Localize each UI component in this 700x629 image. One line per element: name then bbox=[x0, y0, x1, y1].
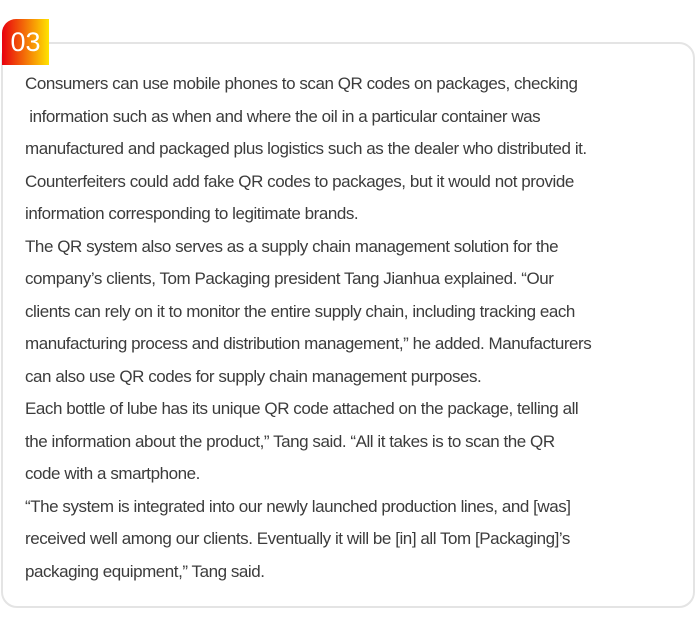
paragraph-line: clients can rely on it to monitor the entire supply chain, including tracking each bbox=[25, 301, 575, 321]
paragraph-line: packaging equipment,” Tang said. bbox=[25, 561, 265, 581]
number-badge bbox=[2, 19, 49, 65]
paragraph-line: The QR system also serves as a supply chain management solution for the bbox=[25, 236, 559, 256]
paragraph-line: information corresponding to legitimate brands. bbox=[25, 204, 359, 223]
paragraph-line: information such as when and where the oil in a particular container was bbox=[25, 106, 541, 126]
paragraph-line: Counterfeiters could add fake QR codes to packages, but it would not provide bbox=[25, 171, 574, 191]
number-badge-label: 03 bbox=[10, 26, 41, 57]
paragraph-line: code with a smartphone. bbox=[25, 464, 200, 483]
paragraph-block bbox=[25, 68, 591, 588]
paragraph-line: Consumers can use mobile phones to scan QR codes on packages, checking bbox=[25, 74, 578, 93]
paragraph-line: manufacturing process and distribution management,” he added. Manufacturers bbox=[25, 334, 592, 353]
paragraph-line: manufactured and packaged plus logistics such as the dealer who distributed it. bbox=[25, 139, 587, 158]
paragraph-line: the information about the product,” Tang said. “All it takes is to scan the QR bbox=[25, 431, 555, 451]
paragraph-line: can also use QR codes for supply chain management purposes. bbox=[25, 366, 482, 386]
paragraph-line: company’s clients, Tom Packaging president Tang Jianhua explained. “Our bbox=[25, 269, 554, 288]
paragraph-line: “The system is integrated into our newly launched production lines, and [was] bbox=[25, 496, 571, 516]
paragraph-line: Each bottle of lube has its unique QR code attached on the package, telling all bbox=[25, 399, 579, 418]
paragraph-line: received well among our clients. Eventually it will be [in] all Tom [Packaging]’s bbox=[25, 529, 570, 548]
